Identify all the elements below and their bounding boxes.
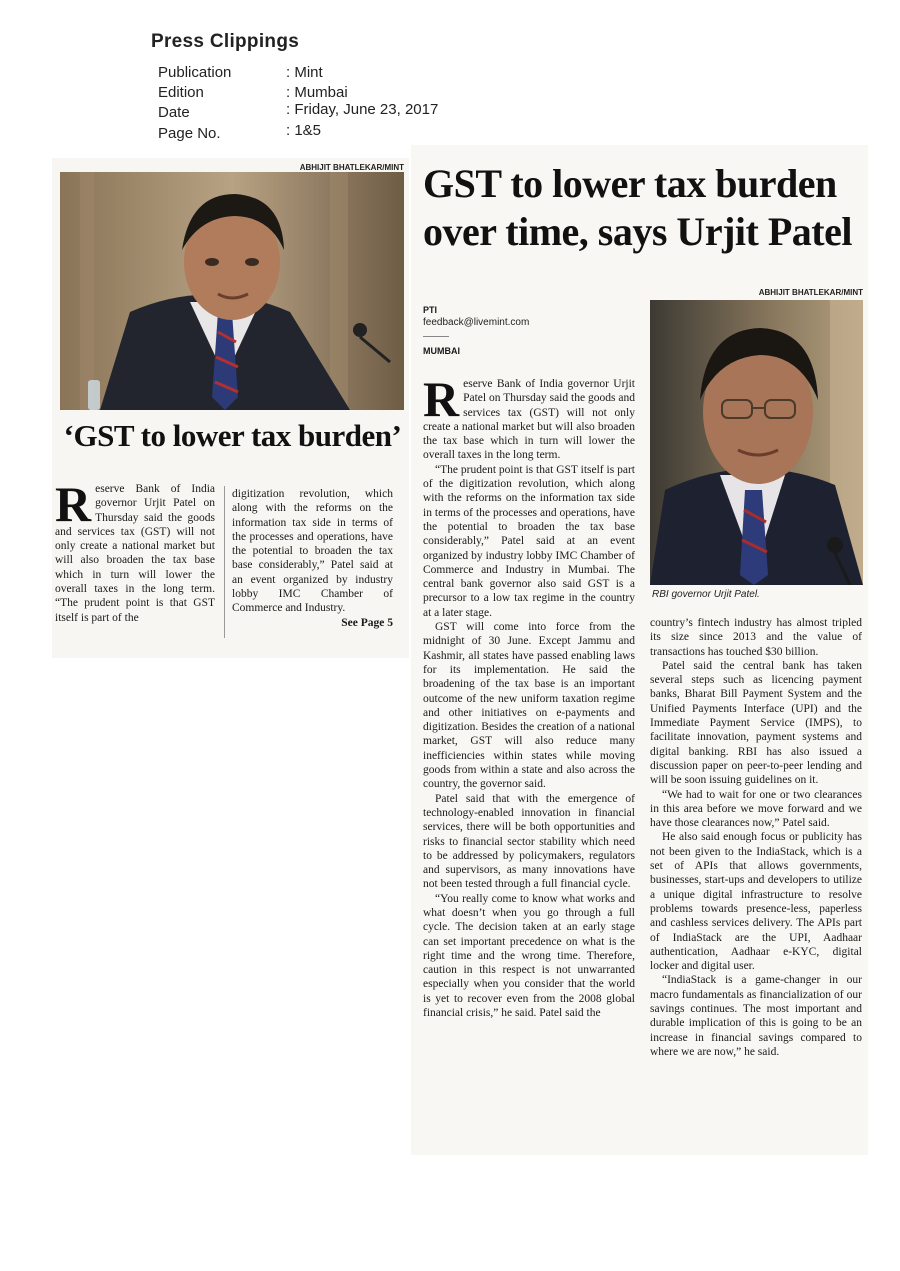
agency-byline: PTI bbox=[423, 305, 438, 315]
date-label: Date bbox=[158, 104, 190, 121]
paragraph: Patel said that with the emergence of technology-enabled innovation in financial services, there will be both opportunities and risks to financial sector stability which need to be addressed by policymakers, regulators and supervisors, as many innovations have not been tested through a full financial cycle. bbox=[423, 792, 635, 891]
article-column-b bbox=[650, 616, 862, 1059]
edition-label: Edition bbox=[158, 84, 204, 101]
feedback-email: feedback@livemint.com bbox=[423, 317, 530, 328]
article-column-a bbox=[423, 371, 635, 1020]
paragraph: “You really come to know what works and what doesn’t when you go through a full cycle. The decision taken at an early stage can set important precedence on what is the right time and the wrong time. Therefore, caution in this respect is not unwarranted especially when you consider that the world is yet to recover even from the 2008 global financial crisis,” he said. Patel said the bbox=[423, 892, 635, 1020]
front-dropcap: R bbox=[55, 476, 92, 532]
front-headline: ‘GST to lower tax burden’ bbox=[63, 418, 402, 453]
paragraph: Reserve Bank of India governor Urjit Patel on Thursday said the goods and services tax (GST) will not only create a national market but will also broaden the tax base which in turn will lower the overall taxes in the long term. bbox=[423, 371, 635, 462]
byline-rule bbox=[423, 336, 449, 337]
article-dropcap: R bbox=[423, 371, 460, 427]
portrait-image bbox=[650, 300, 863, 585]
paragraph: He also said enough focus or publicity has not been given to the IndiaStack, which is a set of APIs that allows governments, businesses, start-ups and developers to utilize a unique digital infrastructure to resolve problems towards presence-less, paperless and cashless services delivery. The APIs part of IndiaStack are the UPI, Aadhaar authentication, Aadhaar e-KYC, digital locker and digital user. bbox=[650, 831, 862, 973]
paragraph: Patel said the central bank has taken several steps such as licencing payment banks, Bharat Bill Payment System and the Unified Payments Interface (UPI) and the Immediate Payment Service (IMPS), to facilitate innovation, payment systems and digital banking. RBI has also issued a discussion paper on peer-to-peer lending and will be soon issuing guidelines on it. bbox=[650, 659, 862, 787]
front-column-2 bbox=[232, 487, 393, 630]
front-col1-text: eserve Bank of India governor Urjit Patel on Thursday said the goods and services tax (GST) will not only create a national market but will also broaden the tax base which in turn will lower the overall taxes in the long term. “The prudent point is that GST itself is part of the bbox=[55, 483, 215, 624]
front-column-1 bbox=[55, 476, 215, 625]
publication-label: Publication bbox=[158, 64, 232, 81]
publication-value: : Mint bbox=[286, 64, 323, 81]
portrait-image bbox=[60, 172, 404, 410]
page-value: : 1&5 bbox=[286, 122, 322, 139]
page-label: Page No. bbox=[158, 125, 221, 142]
article-photo-credit: ABHIJIT BHATLEKAR/MINT bbox=[758, 288, 863, 297]
dateline: MUMBAI bbox=[423, 346, 460, 356]
see-page-link: See Page 5 bbox=[341, 616, 393, 629]
paragraph: country’s fintech industry has almost tripled its size since 2013 and the value of transactions has touched $30 billion. bbox=[650, 617, 862, 658]
paragraph: “We had to wait for one or two clearances in this area before we move forward and we have those clearances now,” Patel said. bbox=[650, 788, 862, 830]
front-photo bbox=[60, 172, 404, 410]
paragraph: “The prudent point is that GST itself is part of the digitization revolution, which along with the reforms on the information tax side in terms of the processes and operations, have the potential to broaden the tax base considerably,” Patel said at an event organized by industry lobby IMC Chamber of Commerce and Industry in Mumbai. The central bank governor also said GST is a precursor to a low tax regime in the country at a later stage. bbox=[423, 463, 635, 619]
article-headline: GST to lower tax burden over time, says Urjit Patel bbox=[423, 161, 852, 254]
front-column-divider bbox=[224, 486, 225, 638]
front-photo-credit: ABHIJIT BHATLEKAR/MINT bbox=[299, 163, 404, 172]
date-value: : Friday, June 23, 2017 bbox=[286, 101, 439, 118]
clipping-title: Press Clippings bbox=[151, 31, 300, 52]
paragraph: GST will come into force from the midnight of 30 June. Except Jammu and Kashmir, all states have passed enabling laws for its implementation. He said the broadening of the tax base is an important outcome of the new uniform taxation regime and other initiatives on e-payments and digitization. Besides the creation of a national market, GST will also reduce many inefficiencies within states while moving goods from within a state and also across the country, the governor said. bbox=[423, 621, 635, 791]
front-col2-text: digitization revolution, which along with the reforms on the information tax side in terms of the processes and operations, have the potential to broaden the tax base considerably,” Patel said at an event organized by industry lobby IMC Chamber of Commerce and Industry. bbox=[232, 488, 393, 615]
paragraph: “IndiaStack is a game-changer in our macro fundamentals as financialization of our savings continues. The most important and durable implication of this is going to be an increase in financial savings compared to where we are now,” he said. bbox=[650, 974, 862, 1058]
edition-value: : Mumbai bbox=[286, 84, 348, 101]
article-photo bbox=[650, 300, 863, 585]
photo-caption: RBI governor Urjit Patel. bbox=[652, 589, 760, 600]
